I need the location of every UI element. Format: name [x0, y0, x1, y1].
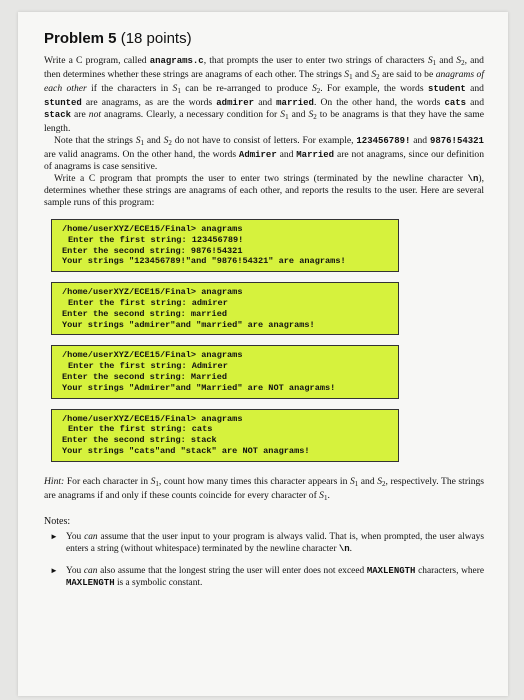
sample-prompt: /home/userXYZ/ECE15/Final> anagrams: [62, 413, 243, 424]
sample-run-4: [51, 409, 399, 462]
problem-content: [44, 30, 484, 599]
sample-run-2: [51, 282, 399, 335]
note-item-1: ► You can assume that the user input to your program is always valid. That is, when prompted, the user always enters a string (without whitespace) terminated by the newline character \n.: [50, 531, 484, 554]
sample-second-input: Enter the second string: 9876!54321: [62, 245, 243, 256]
sample-run-1: [51, 219, 399, 272]
sample-first-input: Enter the first string: admirer: [68, 297, 228, 308]
sample-second-input: Enter the second string: stack: [62, 435, 217, 446]
sample-result: Your strings "Admirer"and "Married" are NOT anagrams!: [62, 382, 336, 393]
note-item-2: ► You can also assume that the longest string the user will enter does not exceed MAXLENGTH characters, where MAXLENGTH is a symbolic constant.: [50, 565, 484, 588]
hint-paragraph: Hint: For each character in $S_1$, count how many times this character appears in $S_1$ and $S_2$, respectively. The strings are anagrams if and only if these counts coincide for every character of $S_1$.: [44, 475, 485, 502]
sample-first-input: Enter the first string: cats: [68, 424, 213, 435]
sample-prompt: /home/userXYZ/ECE15/Final> anagrams: [62, 350, 243, 361]
sample-second-input: Enter the second string: married: [62, 308, 228, 319]
sample-prompt: /home/userXYZ/ECE15/Final> anagrams: [62, 224, 243, 234]
hint-label: Hint:: [44, 475, 65, 487]
problem-title: [44, 30, 484, 47]
sample-result: Your strings "123456789!"and "9876!54321" are anagrams!: [62, 256, 346, 267]
sample-result: Your strings "admirer"and "married" are anagrams!: [62, 319, 315, 330]
document-page: [18, 12, 508, 696]
notes-heading: Notes:: [44, 515, 71, 527]
sample-prompt: /home/userXYZ/ECE15/Final> anagrams: [62, 287, 243, 298]
program-name: anagrams.c: [149, 56, 204, 66]
sample-first-input: Enter the first string: 123456789!: [68, 234, 244, 245]
triangle-bullet-icon: ►: [50, 531, 58, 541]
notes-list: [44, 531, 484, 589]
sample-second-input: Enter the second string: Married: [62, 371, 228, 382]
paragraph-task: Write a C program that prompts the user to enter two strings (terminated by the newline character \n), determines whether these strings are anagrams of each other, and reports the results to the user. Here are several sample runs of this program:: [44, 173, 484, 208]
paragraph-intro: Write a C program, called anagrams.c, that prompts the user to enter two strings of characters $S_1$ and $S_2$, and then determines whether these strings are anagrams of each other. The strings $S_1$ and $S_2$ are said to be anagrams of each other if the characters in $S_1$ can be re-arranged to produce $S_2$. For example, the words student and stunted are anagrams, as are the words admirer and married. On the other hand, the words cats and stack are not anagrams. Clearly, a necessary condition for $S_1$ and $S_2$ to be anagrams is that they have the same length.: [44, 55, 485, 134]
sample-first-input: Enter the first string: Admirer: [68, 361, 228, 372]
paragraph-note: Note that the strings $S_1$ and $S_2$ do not have to consist of letters. For example, 123456789! and 9876!54321 are valid anagrams. On the other hand, the words Admirer and Married are not anagrams, since our definition of anagrams is case sensitive.: [44, 135, 485, 172]
problem-points: (18 points): [120, 30, 192, 47]
problem-number: Problem 5: [44, 30, 117, 47]
sample-run-3: [51, 345, 399, 398]
triangle-bullet-icon: ►: [50, 565, 58, 575]
sample-result: Your strings "cats"and "stack" are NOT anagrams!: [62, 445, 310, 456]
